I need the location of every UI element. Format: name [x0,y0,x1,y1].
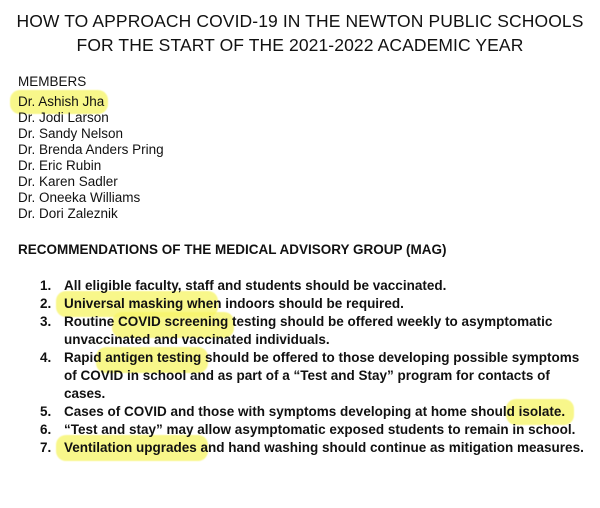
members-heading: MEMBERS [18,74,87,89]
member-name: Dr. Karen Sadler [18,174,118,189]
recommendations-heading: RECOMMENDATIONS OF THE MEDICAL ADVISORY GROUP (MAG) [18,242,447,257]
item-number: 3. [40,314,52,329]
item-number: 4. [40,350,52,365]
item-text: Universal masking when indoors should be required. [64,296,404,311]
title-line-2: FOR THE START OF THE 2021-2022 ACADEMIC YEAR [76,35,524,55]
member-name: Dr. Eric Rubin [18,158,102,173]
item-number: 2. [40,296,52,311]
document-title [0,9,600,57]
member-name: Dr. Oneeka Williams [18,190,141,205]
member-name: Dr. Jodi Larson [18,110,109,125]
item-number: 7. [40,440,52,455]
item-text: Routine COVID screening testing should be offered weekly to asymptomatic [64,314,553,329]
item-text: Rapid antigen testing should be offered to those developing possible symptoms [64,350,580,365]
item-number: 1. [40,278,52,293]
item-number: 6. [40,422,52,437]
item-text: Cases of COVID and those with symptoms developing at home should isolate. [64,404,566,419]
item-text: cases. [64,386,106,401]
member-name: Dr. Ashish Jha [18,94,105,109]
member-name: Dr. Sandy Nelson [18,126,124,141]
title-line-1: HOW TO APPROACH COVID-19 IN THE NEWTON PUBLIC SCHOOLS [16,11,584,31]
item-text: All eligible faculty, staff and students should be vaccinated. [64,278,447,293]
item-text: unvaccinated and vaccinated individuals. [64,332,330,347]
member-name: Dr. Dori Zaleznik [18,206,118,221]
item-text: Ventilation upgrades and hand washing should continue as mitigation measures. [64,440,584,455]
item-text: “Test and stay” may allow asymptomatic exposed students to remain in school. [64,422,576,437]
member-name: Dr. Brenda Anders Pring [18,142,164,157]
item-number: 5. [40,404,52,419]
item-text: of COVID in school and as part of a “Test and Stay” program for contacts of [64,368,550,383]
